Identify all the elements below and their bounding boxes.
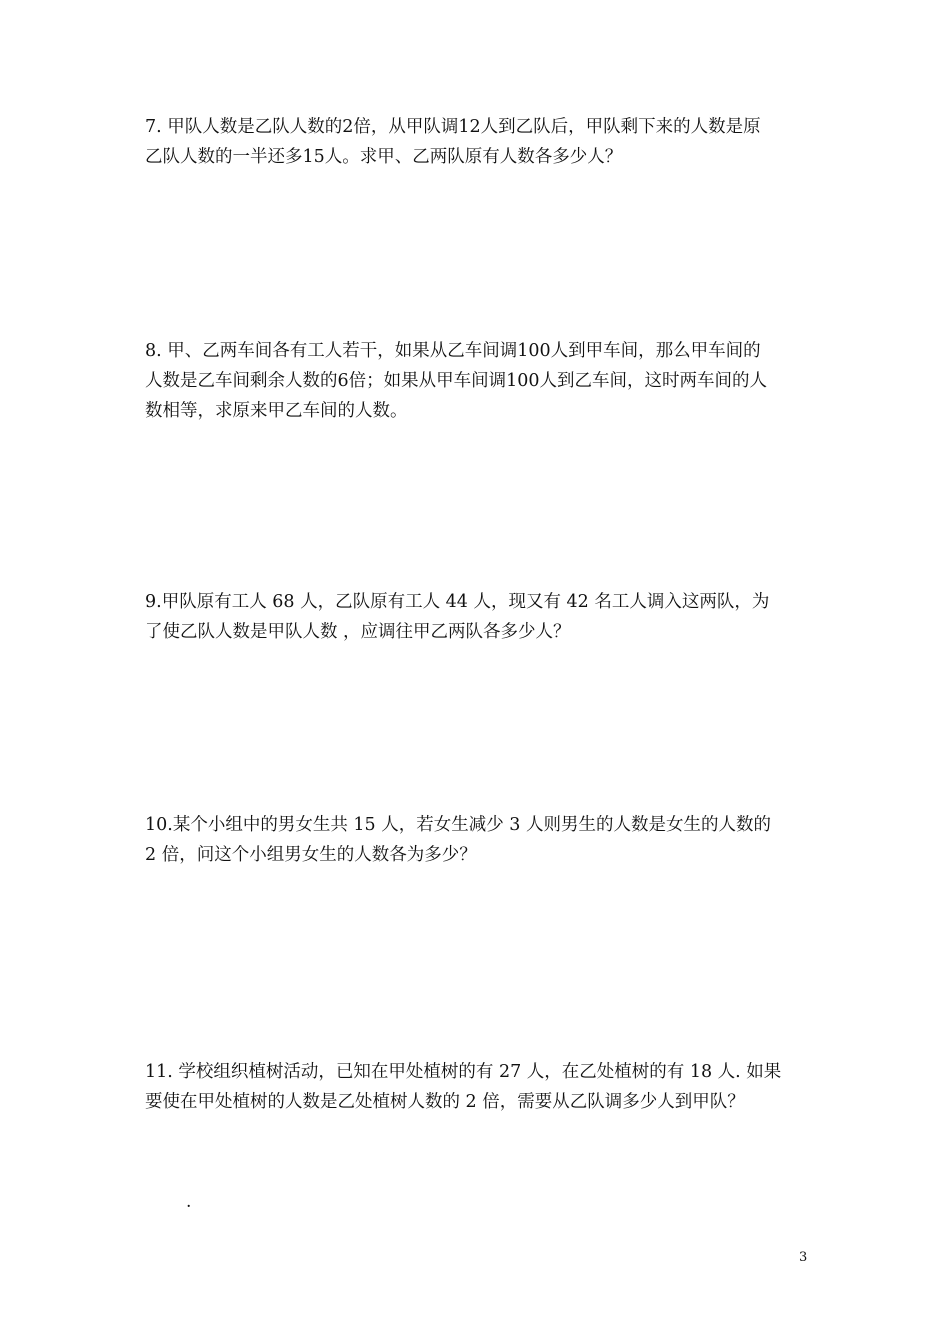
problem-line: 11. 学校组织植树活动，已知在甲处植树的有 27 人，在乙处植树的有 18 人. 如果 [145, 1062, 782, 1082]
problem-10 [145, 810, 810, 870]
problem-11 [145, 1057, 810, 1117]
problem-line: 9.甲队原有工人 68 人，乙队原有工人 44 人，现又有 42 名工人调入这两队，为 [145, 592, 770, 612]
problem-8 [145, 336, 810, 426]
problem-line: 了使乙队人数是甲队人数 ，应调往甲乙两队各多少人？ [145, 622, 571, 642]
problem-line: 2 倍，问这个小组男女生的人数各为多少？ [145, 845, 477, 865]
problem-line: 要使在甲处植树的人数是乙处植树人数的 2 倍，需要从乙队调多少人到甲队？ [145, 1092, 745, 1112]
problem-line: 乙队人数的一半还多15人。求甲、乙两队原有人数各多少人？ [145, 147, 623, 167]
page-number: 3 [799, 1250, 808, 1265]
problem-line: 数相等，求原来甲乙车间的人数。 [145, 401, 408, 421]
problem-line: 8. 甲、乙两车间各有工人若干，如果从乙车间调100人到甲车间，那么甲车间的 [145, 341, 761, 361]
problem-line: 人数是乙车间剩余人数的6倍；如果从甲车间调100人到乙车间，这时两车间的人 [145, 371, 768, 391]
problem-9 [145, 587, 810, 647]
problem-line: 10.某个小组中的男女生共 15 人，若女生减少 3 人则男生的人数是女生的人数的 [145, 815, 771, 835]
stray-mark: . [186, 1192, 192, 1212]
problem-7 [145, 112, 810, 172]
problem-line: 7. 甲队人数是乙队人数的2倍，从甲队调12人到乙队后，甲队剩下来的人数是原 [145, 117, 761, 137]
